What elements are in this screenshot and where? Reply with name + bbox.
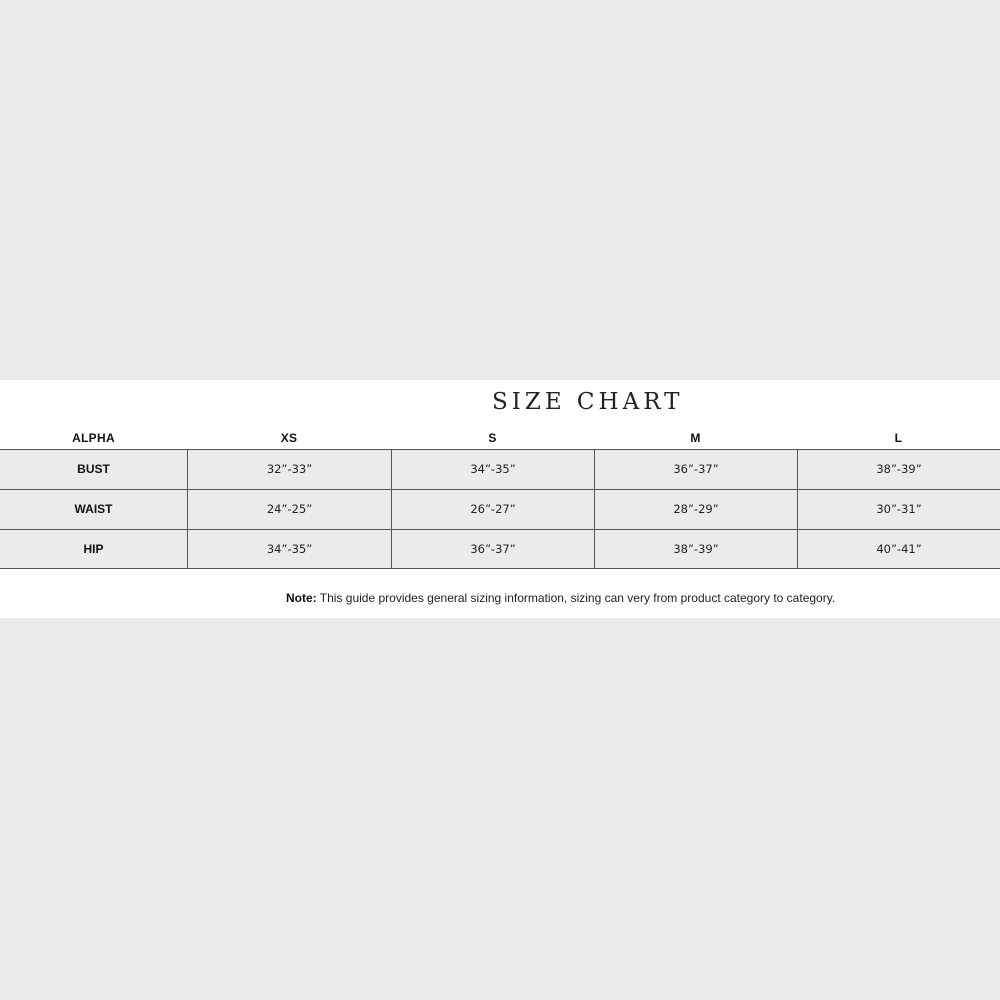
sizing-note (286, 589, 835, 607)
header-s: S (488, 431, 497, 445)
cell-bust-l: 38”-39” (797, 450, 1000, 489)
row-label-waist: WAIST (74, 502, 113, 516)
page-title (0, 389, 1000, 417)
size-chart-title: SIZE CHART (492, 389, 684, 415)
header-xs: XS (280, 431, 298, 445)
cell-waist-m: 28”-29” (594, 490, 797, 529)
cell-bust-xs: 32”-33” (187, 450, 391, 489)
size-table (0, 449, 1000, 569)
table-header-row (0, 428, 1000, 448)
note-label: Note: (286, 591, 317, 605)
table-row-hip (0, 529, 1000, 569)
header-m: M (690, 431, 701, 445)
row-label-hip: HIP (83, 542, 104, 556)
table-row-waist (0, 489, 1000, 529)
cell-hip-l: 40”-41” (797, 530, 1000, 569)
cell-hip-xs: 34”-35” (187, 530, 391, 569)
cell-hip-m: 38”-39” (594, 530, 797, 569)
cell-waist-s: 26”-27” (391, 490, 594, 529)
cell-waist-xs: 24”-25” (187, 490, 391, 529)
cell-bust-m: 36”-37” (594, 450, 797, 489)
table-row-bust (0, 450, 1000, 490)
header-alpha: ALPHA (72, 431, 115, 445)
cell-hip-s: 36”-37” (391, 530, 594, 569)
row-label-bust: BUST (77, 462, 110, 476)
header-l: L (894, 431, 903, 445)
cell-bust-s: 34”-35” (391, 450, 594, 489)
cell-waist-l: 30”-31” (797, 490, 1000, 529)
note-text: This guide provides general sizing information, sizing can very from product category to category. (316, 591, 836, 605)
